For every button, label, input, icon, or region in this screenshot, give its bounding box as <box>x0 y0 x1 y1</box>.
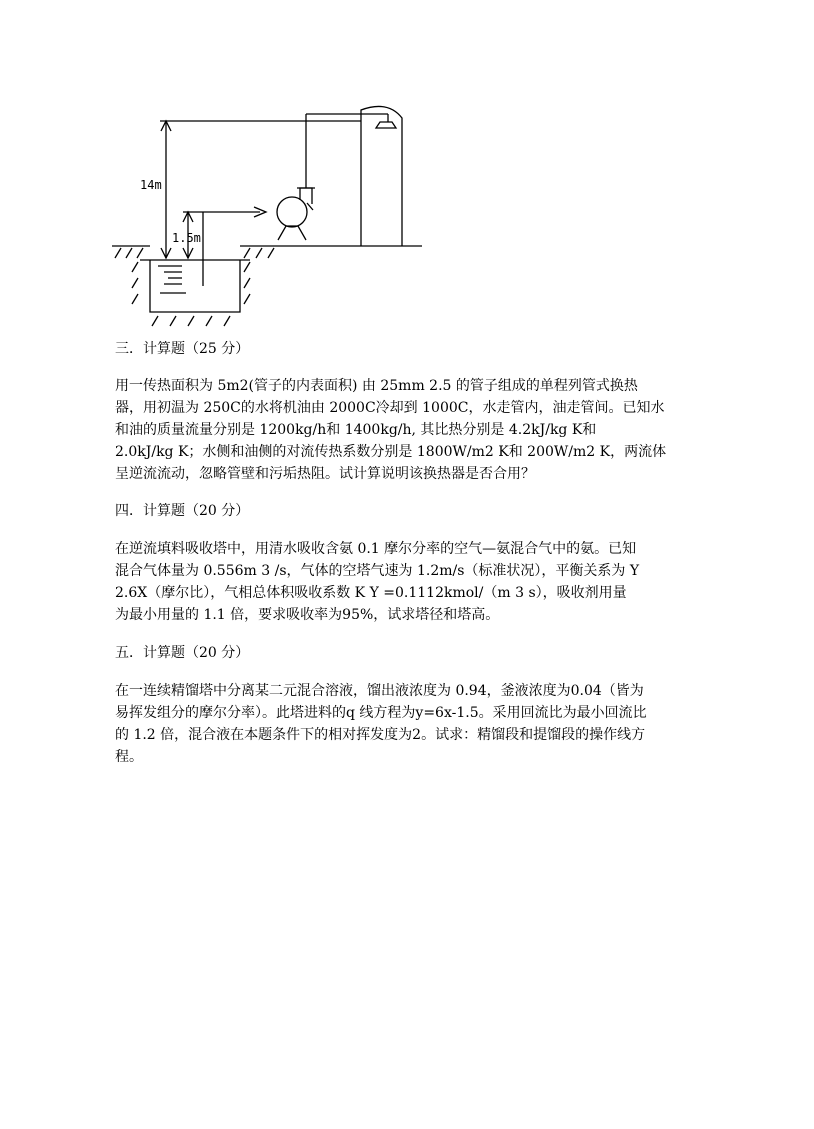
section-5-line: 程。 <box>115 749 143 765</box>
section-5-body <box>115 680 705 768</box>
section-3-line: 呈逆流流动，忽略管壁和污垢热阻。试计算说明该换热器是否合用？ <box>115 466 535 482</box>
height-label-14m: 14m <box>140 178 162 192</box>
section-3-line: 和油的质量流量分别是 1200kg/h和 1400kg/h, 其比热分别是 4.2kJ/kg K和 <box>115 422 597 438</box>
section-5-line: 的 1.2 倍，混合液在本题条件下的相对挥发度为2。试求：精馏段和提馏段的操作线方 <box>115 727 646 743</box>
section-3-title: 三．计算题（25 分） <box>115 341 250 357</box>
pump-body <box>277 197 307 227</box>
section-4-line: 2.6X（摩尔比），气相总体积吸收系数 K Y =0.1112kmol/（m 3 s），吸收剂用量 <box>115 585 627 601</box>
section-3-line: 器，用初温为 250C的水将机油由 2000C冷却到 1000C，水走管内，油走管间。已知水 <box>115 400 665 416</box>
section-3-body <box>115 375 705 485</box>
section-4-title: 四．计算题（20 分） <box>115 503 250 519</box>
pump-system-diagram <box>0 0 814 340</box>
sump-tank <box>150 260 240 312</box>
section-4-line: 在逆流填料吸收塔中，用清水吸收含氨 0.1 摩尔分率的空气—氨混合气中的氨。已知 <box>115 541 637 557</box>
pump-base <box>278 226 306 240</box>
section-5-line: 在一连续精馏塔中分离某二元混合溶液，馏出液浓度为 0.94，釜液浓度为0.04（皆为 <box>115 683 644 699</box>
section-3-line: 2.0kJ/kg K；水侧和油侧的对流传热系数分别是 1800W/m2 K和 200W/m2 K，两流体 <box>115 444 667 460</box>
section-5-title: 五．计算题（20 分） <box>115 645 250 661</box>
section-3-line: 用一传热面积为 5m2(管子的内表面积) 由 25mm 2.5 的管子组成的单程列管式换热 <box>115 378 638 394</box>
depth-label-1.5m: 1.5m <box>172 231 201 245</box>
water-level-marks <box>158 266 186 293</box>
section-5-line: 易挥发组分的摩尔分率）。此塔进料的q 线方程为y=6x-1.5。采用回流比为最小回流比 <box>115 705 647 721</box>
pump-outlet <box>300 188 312 204</box>
section-4-line: 为最小用量的 1.1 倍，要求吸收率为95%，试求塔径和塔高。 <box>115 607 500 623</box>
nozzle <box>376 114 396 128</box>
section-4-body <box>115 538 705 626</box>
section-4-line: 混合气体量为 0.556m 3 /s，气体的空塔气速为 1.2m/s（标准状况），平衡关系为 Y <box>115 563 640 579</box>
